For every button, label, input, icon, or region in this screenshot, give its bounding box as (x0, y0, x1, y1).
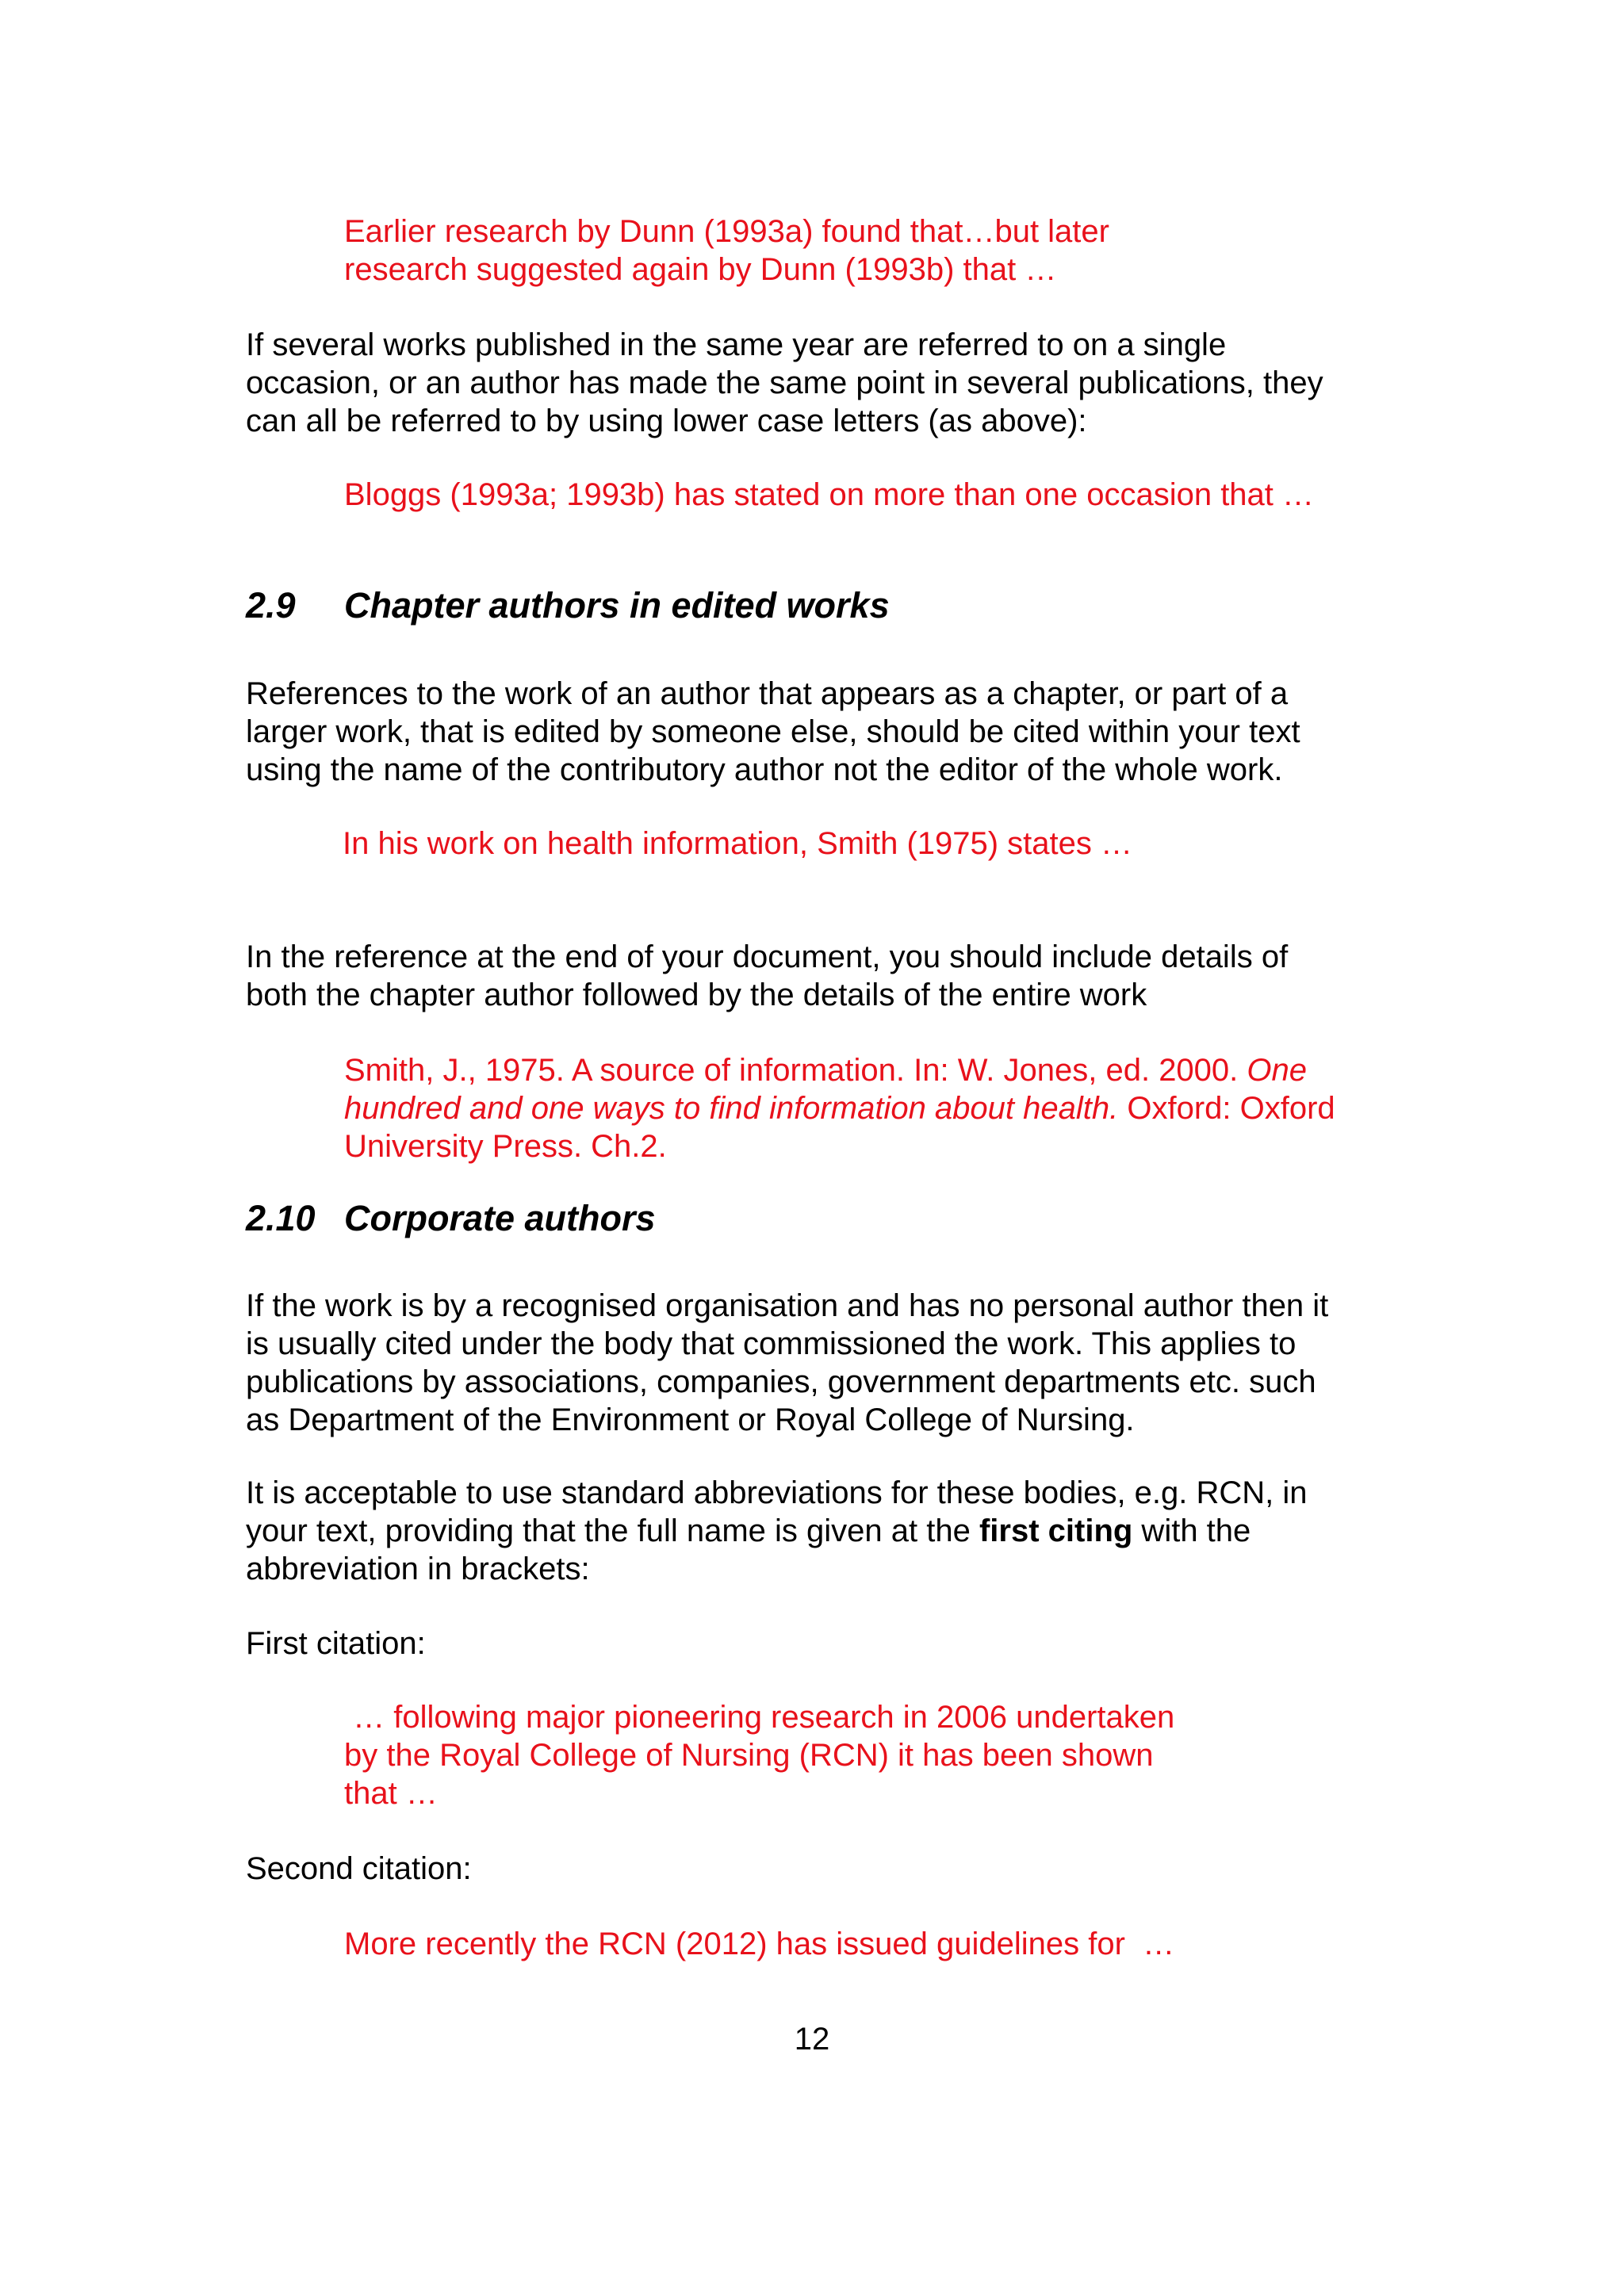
example-bloggs (344, 476, 1314, 514)
example-line: by the Royal College of Nursing (RCN) it has been shown (344, 1738, 1154, 1773)
paragraph-line: In the reference at the end of your document, you should include details of (246, 939, 1289, 974)
example-line: In his work on health information, Smith (1975) states … (343, 826, 1133, 861)
section-title: Corporate authors (344, 1198, 656, 1238)
paragraph-line: both the chapter author followed by the details of the entire work (246, 978, 1147, 1012)
example-line: Earlier research by Dunn (1993a) found that…but later (344, 214, 1109, 249)
paragraph-line: References to the work of an author that appears as a chapter, or part of a (246, 676, 1289, 711)
example-reference (344, 1051, 1335, 1165)
label-second-citation (246, 1850, 472, 1888)
paragraph-abbreviations (246, 1474, 1308, 1588)
paragraph-line: It is acceptable to use standard abbreviations for these bodies, e.g. RCN, in (246, 1475, 1308, 1510)
example-smith (343, 825, 1132, 863)
reference-text: Smith, J., 1975. A source of information. In: W. Jones, ed. 2000. (344, 1053, 1247, 1088)
section-heading-2-10 (246, 1197, 656, 1240)
reference-title: One (1247, 1053, 1308, 1088)
example-line: research suggested again by Dunn (1993b) that … (344, 252, 1057, 287)
example-line (344, 1089, 1335, 1127)
paragraph-line: can all be referred to by using lower case letters (as above): (246, 404, 1087, 438)
paragraph-line: If the work is by a recognised organisation and has no personal author then it (246, 1288, 1329, 1323)
paragraph-chapter-authors (246, 675, 1300, 789)
paragraph-text: with the (1132, 1513, 1251, 1548)
example-line: that … (344, 1776, 438, 1811)
paragraph-several-works (246, 326, 1323, 440)
section-heading-2-9 (246, 584, 890, 627)
label-text: Second citation: (246, 1851, 472, 1886)
example-dunn (344, 212, 1109, 289)
paragraph-line: abbreviation in brackets: (246, 1552, 590, 1586)
reference-title: hundred and one ways to find information about health. (344, 1091, 1119, 1126)
label-first-citation (246, 1624, 426, 1663)
paragraph-corporate (246, 1287, 1328, 1439)
example-second-citation (344, 1925, 1174, 1963)
paragraph-line: larger work, that is edited by someone else, should be cited within your text (246, 714, 1300, 749)
section-title: Chapter authors in edited works (344, 585, 890, 626)
reference-text: Oxford: Oxford (1118, 1091, 1335, 1126)
paragraph-line: occasion, or an author has made the same point in several publications, they (246, 365, 1323, 400)
paragraph-line: is usually cited under the body that commissioned the work. This applies to (246, 1326, 1297, 1361)
paragraph-line: If several works published in the same year are referred to on a single (246, 327, 1227, 362)
example-first-citation (344, 1698, 1174, 1812)
example-line: … following major pioneering research in 2006 undertaken (344, 1700, 1175, 1735)
paragraph-reference-end (246, 938, 1288, 1014)
example-line: University Press. Ch.2. (344, 1129, 667, 1164)
paragraph-line: as Department of the Environment or Royal College of Nursing. (246, 1402, 1135, 1437)
example-line: Bloggs (1993a; 1993b) has stated on more than one occasion that … (344, 477, 1315, 512)
paragraph-line (246, 1512, 1308, 1550)
paragraph-text: your text, providing that the full name is given at the (246, 1513, 979, 1548)
section-number: 2.10 (246, 1198, 316, 1238)
example-line (344, 1051, 1335, 1089)
label-text: First citation: (246, 1626, 426, 1661)
paragraph-line: using the name of the contributory author not the editor of the whole work. (246, 752, 1283, 787)
example-line: More recently the RCN (2012) has issued guidelines for … (344, 1927, 1175, 1961)
paragraph-line: publications by associations, companies, government departments etc. such (246, 1364, 1316, 1399)
emphasis-first-citing: first citing (979, 1513, 1133, 1548)
section-number: 2.9 (246, 585, 296, 626)
page-number: 12 (794, 2022, 830, 2057)
